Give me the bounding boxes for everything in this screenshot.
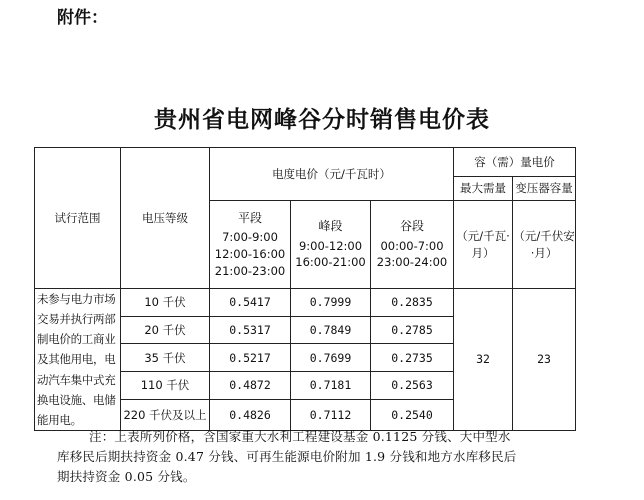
voltage-cell: 20 千伏 — [121, 316, 210, 344]
period-peak-time-2: 16:00-21:00 — [295, 255, 366, 270]
period-valley-time-2: 23:00-24:00 — [376, 255, 448, 270]
footnote-line-1: 注：上表所列价格，含国家重大水利工程建设基金 0.1125 分钱、大中型水 — [89, 429, 511, 444]
flat-price-cell: 0.5217 — [210, 344, 291, 372]
valley-price-cell: 0.2835 — [371, 289, 454, 317]
valley-price-cell: 0.2540 — [371, 399, 454, 430]
valley-price-cell: 0.2563 — [371, 372, 454, 400]
footnote-line-2: 库移民后期扶持资金 0.47 分钱、可再生能源电价附加 1.9 分钱和地方水库移民后 — [57, 449, 517, 464]
voltage-cell: 220 千伏及以上 — [121, 399, 210, 430]
transformer-capacity-price: 23 — [513, 289, 576, 431]
voltage-cell: 110 千伏 — [121, 372, 210, 400]
peak-price-cell: 0.7849 — [291, 316, 371, 344]
max-demand-header: 最大需量 — [454, 177, 513, 201]
period-valley-header — [371, 201, 454, 289]
scope-description: 未参与电力市场交易并执行两部制电价的工商业及其他用电，电动汽车集中式充换电设施、电储能用电。 — [35, 289, 121, 431]
footnote — [57, 427, 617, 487]
transformer-capacity-header: 变压器容量 — [513, 177, 576, 201]
document-title: 贵州省电网峰谷分时销售电价表 — [154, 107, 490, 133]
period-peak-header — [291, 201, 371, 289]
voltage-header: 电压等级 — [121, 148, 210, 289]
scope-header: 试行范围 — [35, 148, 121, 289]
flat-price-cell: 0.5417 — [210, 289, 291, 317]
period-peak-time-1: 9:00-12:00 — [298, 238, 363, 253]
period-flat-name: 平段 — [237, 210, 262, 225]
energy-price-header: 电度电价（元/千瓦时） — [210, 148, 454, 201]
footnote-line-3: 期扶持资金 0.05 分钱。 — [57, 469, 196, 484]
capacity-price-header: 容（需）量电价 — [454, 148, 576, 177]
valley-price-cell: 0.2785 — [371, 316, 454, 344]
transformer-capacity-unit: （元/千伏安·月） — [513, 201, 576, 289]
period-flat-time-3: 21:00-23:00 — [214, 263, 286, 278]
voltage-cell: 35 千伏 — [121, 344, 210, 372]
flat-price-cell: 0.4826 — [210, 399, 291, 430]
peak-price-cell: 0.7181 — [291, 372, 371, 400]
peak-price-cell: 0.7112 — [291, 399, 371, 430]
peak-price-cell: 0.7699 — [291, 344, 371, 372]
period-valley-time-1: 00:00-7:00 — [380, 238, 444, 253]
period-flat-time-2: 12:00-16:00 — [214, 246, 286, 261]
attachment-label: 附件： — [57, 8, 108, 28]
flat-price-cell: 0.5317 — [210, 316, 291, 344]
period-valley-name: 谷段 — [400, 219, 425, 234]
voltage-cell: 10 千伏 — [121, 289, 210, 317]
price-table — [34, 147, 576, 431]
flat-price-cell: 0.4872 — [210, 372, 291, 400]
max-demand-price: 32 — [454, 289, 513, 431]
period-peak-name: 峰段 — [318, 219, 343, 234]
max-demand-unit: （元/千瓦·月） — [454, 201, 513, 289]
period-flat-time-1: 7:00-9:00 — [222, 230, 278, 245]
valley-price-cell: 0.2735 — [371, 344, 454, 372]
peak-price-cell: 0.7999 — [291, 289, 371, 317]
period-flat-header — [210, 201, 291, 289]
